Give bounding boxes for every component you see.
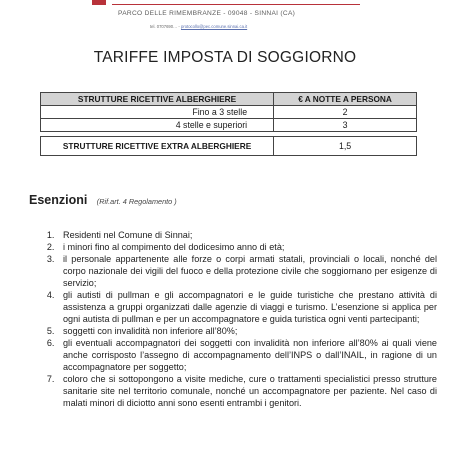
tariff-extra-label: STRUTTURE RICETTIVE EXTRA ALBERGHIERE (41, 137, 274, 156)
tariff-row-value: 2 (274, 106, 417, 119)
list-item: 4. gli autisti di pullman e gli accompagnatori e le guide turistiche che prestano attività di assistenza a gruppi organizzati dalle agenzie di viaggi e turismo. L’esenzione si applica per ogni autista di pullman e per un accompagnatore e guida turistica ogni venti partecipanti; (57, 289, 437, 325)
exemptions-list (29, 229, 437, 409)
letterhead-contact: tel. 0707690… - protocollo@pec.comune.sinnai.ca.it (150, 24, 248, 29)
letterhead-rule (112, 4, 360, 5)
tariff-row-value: 3 (274, 119, 417, 132)
letterhead-logo-fragment (92, 0, 106, 5)
exemptions-heading (29, 191, 177, 209)
list-item: 6. gli eventuali accompagnatori dei soggetti con invalidità non inferiore all’80% ai quali viene anche corrisposto l’assegno di accompagnamento dell’INPS o dall’INAIL, in ragione di un accompagnatore per soggetto; (57, 337, 437, 373)
tariff-table (40, 92, 417, 156)
list-item: 5. soggetti con invalidità non inferiore all’80%; (57, 325, 437, 337)
tariff-table-header-row (41, 93, 417, 106)
tariff-row (41, 106, 417, 119)
tariff-header-structure: STRUTTURE RICETTIVE ALBERGHIERE (41, 93, 274, 106)
exemptions-title: Esenzioni (29, 193, 88, 207)
tariff-extra-row (41, 137, 417, 156)
tariff-header-price: € A NOTTE A PERSONA (274, 93, 417, 106)
list-item: 3. il personale appartenente alle forze o corpi armati statali, provinciali o locali, nonché del corpo nazionale dei vigili del fuoco e della protezione civile che soggiornano per esigenze di servizio; (57, 253, 437, 289)
list-item: 1. Residenti nel Comune di Sinnai; (57, 229, 437, 241)
page-title: TARIFFE IMPOSTA DI SOGGIORNO (93, 49, 357, 66)
tariff-extra-value: 1,5 (274, 137, 417, 156)
list-item: 7. coloro che si sottopongono a visite mediche, cure o trattamenti specialistici presso strutture sanitarie site nel territorio comunale, nonché un accompagnatore per paziente. Nel caso di malati minori di diciotto anni sono esenti entrambi i genitori. (57, 373, 437, 409)
list-item: 2. i minori fino al compimento del dodicesimo anno di età; (57, 241, 437, 253)
tariff-row-label: 4 stelle e superiori (41, 119, 274, 132)
exemptions-reference: (Rif.art. 4 Regolamento ) (96, 197, 177, 206)
letterhead-address: PARCO DELLE RIMEMBRANZE - 09048 - SINNAI (CA) (118, 10, 296, 17)
tariff-row-label: Fino a 3 stelle (41, 106, 274, 119)
letterhead-email-link[interactable]: protocollo@pec.comune.sinnai.ca.it (180, 24, 248, 29)
tariff-row (41, 119, 417, 132)
letterhead-phone: tel. 0707690… (150, 24, 178, 29)
